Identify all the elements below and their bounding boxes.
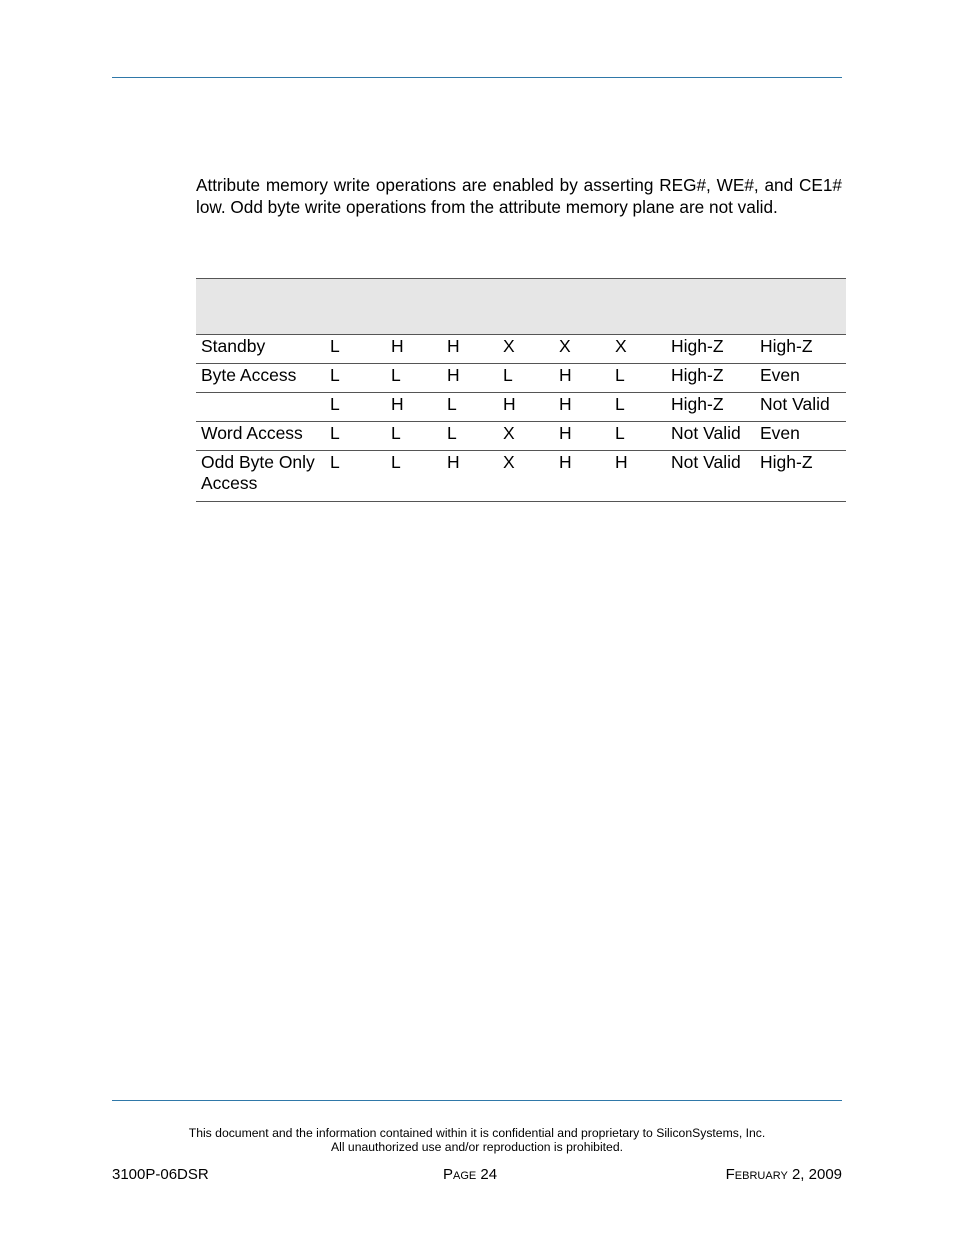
header-cell bbox=[442, 279, 498, 335]
header-cell bbox=[755, 279, 846, 335]
header-cell bbox=[666, 279, 755, 335]
intro-paragraph: Attribute memory write operations are enabled by asserting REG#, WE#, and CE1# low. Odd byte write operations from the attribute memory plane are not valid. bbox=[196, 175, 842, 218]
table-cell: H bbox=[447, 336, 460, 356]
table-cell: H bbox=[391, 336, 404, 356]
table-cell: High-Z bbox=[760, 452, 813, 472]
document-date: February 2, 2009 bbox=[725, 1166, 842, 1183]
table-cell: Not Valid bbox=[671, 423, 741, 443]
confidentiality-line: All unauthorized use and/or reproduction is prohibited. bbox=[330, 1139, 623, 1154]
table-cell: Not Valid bbox=[671, 452, 741, 472]
table-cell: L bbox=[391, 423, 401, 443]
table-cell: High-Z bbox=[671, 336, 724, 356]
table-cell: L bbox=[447, 423, 457, 443]
table-row bbox=[196, 451, 846, 502]
table-cell: H bbox=[615, 452, 628, 472]
table-cell: L bbox=[330, 336, 340, 356]
table-cell: H bbox=[559, 452, 572, 472]
table-cell: Even bbox=[760, 423, 800, 443]
table-cell: L bbox=[615, 365, 625, 385]
table-cell: L bbox=[330, 423, 340, 443]
table-cell: L bbox=[391, 365, 401, 385]
table-cell: L bbox=[615, 394, 625, 414]
table-row bbox=[196, 422, 846, 451]
mode-cell: Odd Byte Only Access bbox=[201, 452, 315, 493]
header-rule bbox=[112, 77, 842, 78]
table-cell: H bbox=[447, 452, 460, 472]
table-cell: X bbox=[503, 336, 515, 356]
table-cell: High-Z bbox=[760, 336, 813, 356]
header-cell bbox=[554, 279, 610, 335]
table-cell: L bbox=[330, 365, 340, 385]
table-cell: H bbox=[559, 365, 572, 385]
mode-cell: Standby bbox=[201, 336, 266, 356]
page-number: Page 24 bbox=[443, 1166, 498, 1183]
confidentiality-line: This document and the information contained within it is confidential and proprietary to SiliconSystems, Inc. bbox=[188, 1126, 766, 1140]
table-cell: H bbox=[391, 394, 404, 414]
table-cell: H bbox=[559, 394, 572, 414]
header-cell bbox=[386, 279, 442, 335]
table-cell: X bbox=[615, 336, 627, 356]
table-cell: Not Valid bbox=[760, 394, 830, 414]
table-cell: L bbox=[330, 452, 340, 472]
header-cell bbox=[498, 279, 554, 335]
header-cell bbox=[610, 279, 666, 335]
mode-cell bbox=[196, 393, 325, 422]
table-cell: X bbox=[503, 452, 515, 472]
table-cell: H bbox=[559, 423, 572, 443]
table-cell: H bbox=[447, 365, 460, 385]
table-row bbox=[196, 335, 846, 364]
table-cell: L bbox=[391, 452, 401, 472]
table-cell: L bbox=[447, 394, 457, 414]
table-cell: H bbox=[503, 394, 516, 414]
table-cell: L bbox=[330, 394, 340, 414]
table-cell: High-Z bbox=[671, 394, 724, 414]
table-cell: X bbox=[503, 423, 515, 443]
table-row bbox=[196, 393, 846, 422]
table-row bbox=[196, 364, 846, 393]
table-cell: X bbox=[559, 336, 571, 356]
document-id: 3100P-06DSR bbox=[112, 1166, 209, 1183]
table-cell: High-Z bbox=[671, 365, 724, 385]
table-cell: L bbox=[615, 423, 625, 443]
table-cell: L bbox=[503, 365, 513, 385]
footer-rule bbox=[112, 1100, 842, 1101]
header-cell bbox=[325, 279, 386, 335]
header-cell bbox=[196, 279, 325, 335]
confidentiality-notice bbox=[0, 1127, 954, 1154]
table-cell: Even bbox=[760, 365, 800, 385]
mode-cell: Byte Access bbox=[201, 365, 297, 385]
attribute-write-mode-table bbox=[196, 278, 846, 502]
mode-cell: Word Access bbox=[201, 423, 303, 443]
table-header-row bbox=[196, 279, 846, 335]
